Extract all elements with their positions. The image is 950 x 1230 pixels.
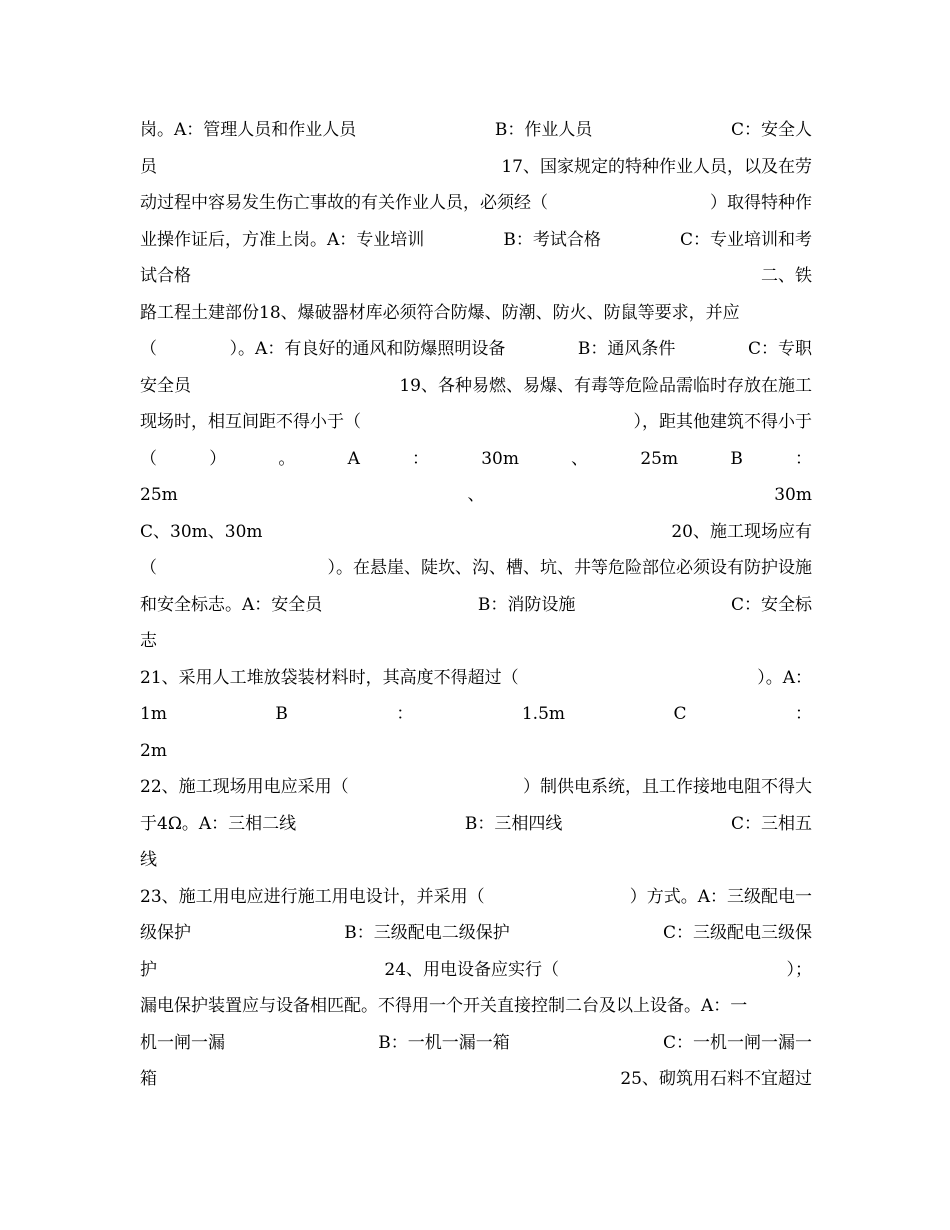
- text-segment: ）取得特种作: [710, 193, 812, 213]
- text-segment: ：: [412, 448, 430, 469]
- text-line: [140, 554, 812, 582]
- text-segment: 21、采用人工堆放袋装材料时，其高度不得超过（: [140, 667, 519, 688]
- text-line: [140, 1029, 812, 1057]
- text-segment: 1m: [140, 704, 167, 724]
- text-segment: 二、铁: [761, 266, 812, 286]
- text-segment: 线: [140, 850, 157, 870]
- text-line: [140, 372, 812, 400]
- text-line: [140, 518, 812, 546]
- text-segment: 25、砌筑用石料不宜超过: [620, 1069, 812, 1089]
- text-segment: C：安全人: [730, 120, 812, 140]
- text-segment: 、: [571, 448, 589, 469]
- text-segment: 机一闸一漏: [140, 1032, 225, 1053]
- text-segment: 岗。A：管理人员和作业人员: [140, 120, 357, 140]
- text-line: [140, 445, 812, 473]
- text-segment: ），距其他建筑不得小于: [633, 412, 812, 432]
- text-segment: 25m: [640, 448, 679, 469]
- text-segment: 路工程土建部份18、爆破器材库必须符合防爆、防潮、防火、防鼠等要求，并应: [140, 302, 740, 323]
- text-segment: ）；: [786, 959, 812, 980]
- text-segment: ）方式。A：三级配电一: [629, 886, 812, 907]
- text-line: [140, 1065, 812, 1093]
- text-segment: 漏电保护装置应与设备相匹配。不得用一个开关直接控制二台及以上设备。A：一: [140, 996, 748, 1016]
- text-segment: （: [140, 339, 157, 359]
- text-segment: B：作业人员: [494, 120, 593, 140]
- text-segment: 护: [140, 959, 157, 980]
- text-line: [140, 591, 812, 619]
- text-segment: 25m: [140, 485, 178, 505]
- text-segment: （: [140, 448, 157, 469]
- text-segment: 23、施工用电应进行施工用电设计，并采用（: [140, 886, 485, 907]
- text-segment: C：三相五: [730, 813, 812, 834]
- text-segment: ）。在悬崖、陡坎、沟、槽、坑、井等危险部位必须设有防护设施: [327, 558, 812, 578]
- text-line: [140, 408, 812, 436]
- text-segment: 。: [278, 448, 296, 469]
- text-segment: C：三级配电三级保: [662, 923, 812, 943]
- text-segment: C：专职: [747, 339, 812, 359]
- text-segment: ：: [794, 704, 812, 724]
- text-line: [140, 627, 812, 655]
- text-line: [140, 992, 812, 1020]
- text-line: [140, 846, 812, 874]
- text-segment: 24、用电设备应实行（: [384, 959, 560, 980]
- text-segment: 现场时，相互间距不得小于（: [140, 412, 361, 432]
- text-segment: B：三相四线: [464, 813, 563, 834]
- text-segment: 动过程中容易发生伤亡事故的有关作业人员，必须经（: [140, 193, 548, 213]
- text-line: [140, 481, 812, 509]
- text-segment: 箱: [140, 1069, 157, 1089]
- text-segment: B：三级配电二级保护: [344, 923, 510, 943]
- text-line: [140, 226, 812, 254]
- text-line: [140, 299, 812, 327]
- text-line: [140, 153, 812, 181]
- text-line: [140, 189, 812, 217]
- text-line: [140, 262, 812, 290]
- text-segment: B：通风条件: [577, 339, 676, 359]
- text-segment: 20、施工现场应有: [671, 521, 812, 542]
- text-segment: C: [673, 704, 687, 724]
- text-segment: 于4Ω。A：三相二线: [140, 813, 297, 834]
- text-segment: C、30m、30m: [140, 521, 263, 542]
- text-line: [140, 335, 812, 363]
- text-line: [140, 956, 812, 984]
- text-line: [140, 664, 812, 692]
- text-segment: C：一机一闸一漏一: [662, 1032, 812, 1053]
- text-line: [140, 919, 812, 947]
- text-segment: A: [347, 448, 360, 469]
- text-segment: 员: [140, 156, 157, 177]
- text-segment: C：安全标: [730, 594, 812, 615]
- text-segment: ：: [396, 704, 414, 724]
- text-line: [140, 700, 812, 728]
- text-segment: 1.5m: [521, 704, 565, 724]
- text-segment: C：专业培训和考: [679, 229, 812, 250]
- text-segment: B：考试合格: [503, 229, 601, 250]
- text-segment: ）: [209, 448, 227, 469]
- text-segment: 安全员: [140, 375, 191, 396]
- text-segment: ）制供电系统，且工作接地电阻不得大: [523, 777, 812, 797]
- text-segment: （: [140, 558, 157, 578]
- text-segment: ）。A：有良好的通风和防爆照明设备: [229, 339, 506, 359]
- text-segment: 级保护: [140, 923, 191, 943]
- text-segment: 志: [140, 631, 157, 651]
- text-segment: B：消防设施: [477, 594, 576, 615]
- text-line: [140, 737, 812, 765]
- text-line: [140, 810, 812, 838]
- text-segment: 、: [467, 485, 485, 505]
- text-line: [140, 773, 812, 801]
- text-segment: ）。A：: [757, 667, 812, 688]
- text-segment: 业操作证后，方准上岗。A：专业培训: [140, 229, 425, 250]
- text-segment: 17、国家规定的特种作业人员，以及在劳: [501, 156, 812, 177]
- text-segment: 2m: [140, 740, 167, 761]
- text-line: [140, 116, 812, 144]
- text-segment: 30m: [481, 448, 519, 469]
- text-segment: 19、各种易燃、易爆、有毒等危险品需临时存放在施工: [399, 375, 812, 396]
- text-segment: 试合格: [140, 266, 191, 286]
- text-segment: ：: [795, 448, 812, 469]
- text-segment: B: [275, 704, 288, 724]
- text-line: [140, 883, 812, 911]
- text-segment: B: [730, 448, 743, 469]
- text-segment: 30m: [774, 485, 812, 505]
- text-segment: 和安全标志。A：安全员: [140, 594, 323, 615]
- text-segment: 22、施工现场用电应采用（: [140, 777, 349, 797]
- text-segment: B：一机一漏一箱: [378, 1032, 510, 1053]
